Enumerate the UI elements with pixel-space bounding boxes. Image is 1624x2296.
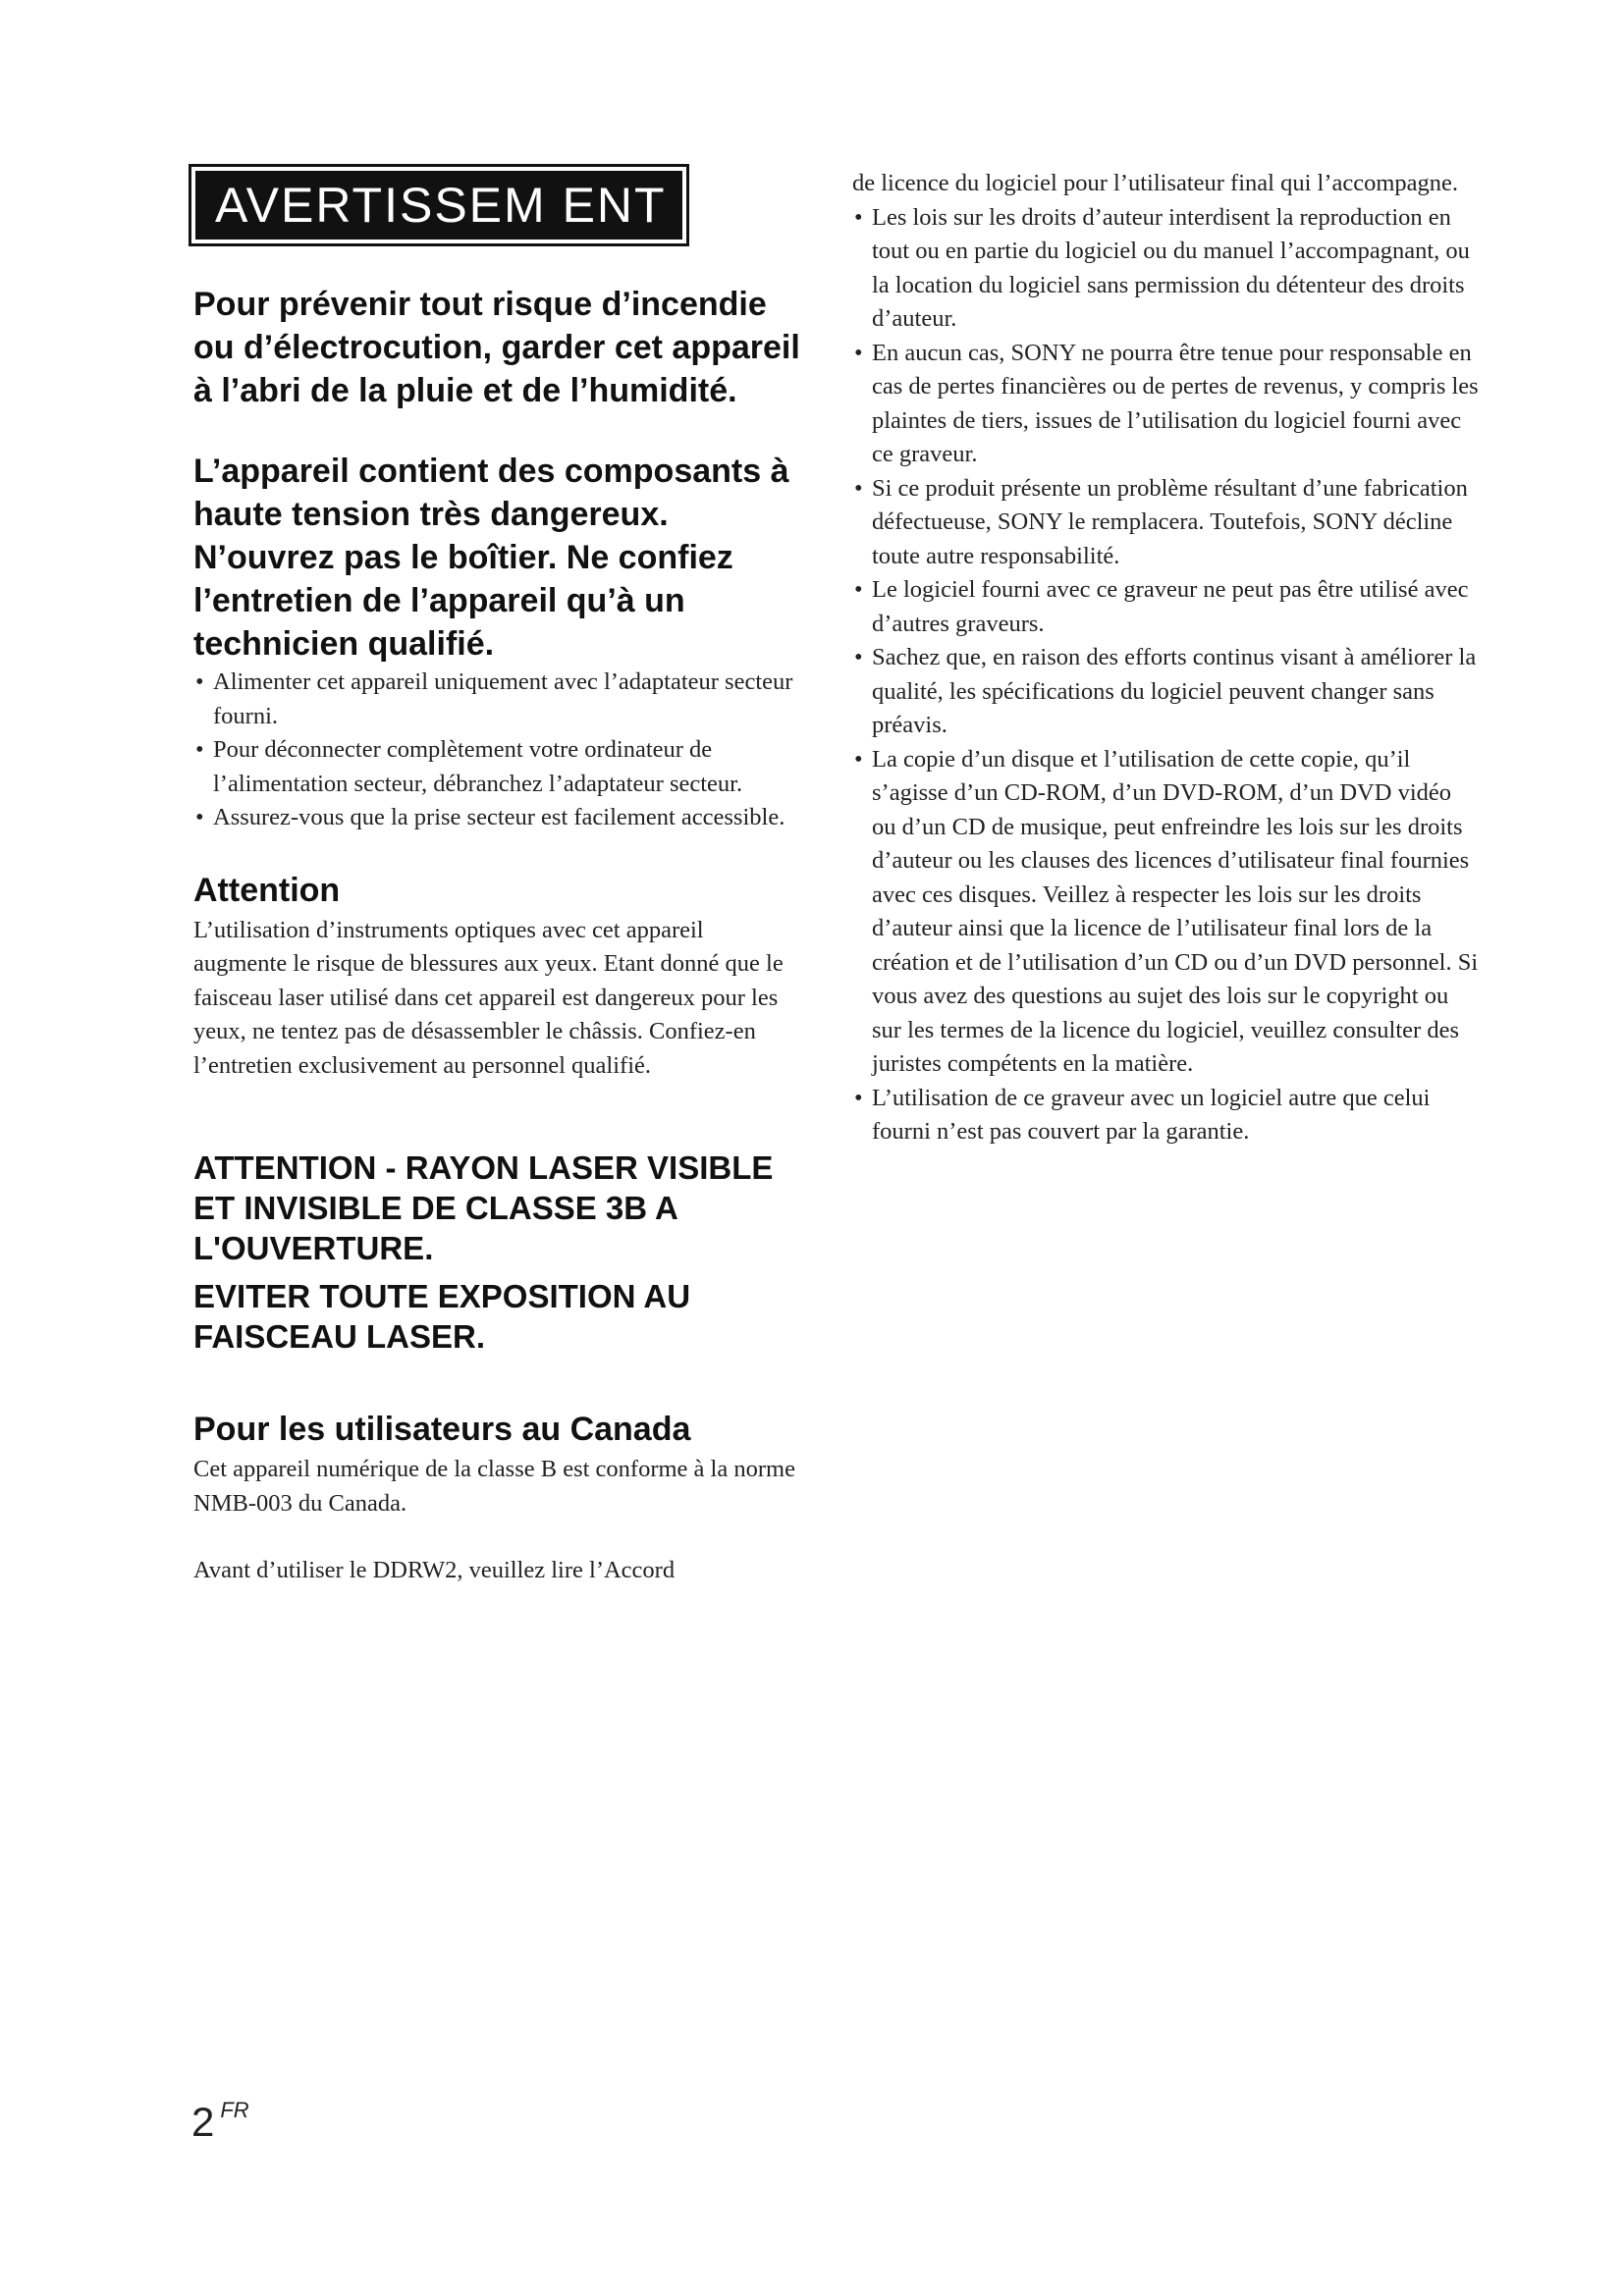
list-item: • En aucun cas, SONY ne pourra être tenue pour responsable en cas de pertes financières ou de pertes de revenus, y compris les plaintes de tiers, issues de l’utilisation du logiciel fourni avec ce graveur. xyxy=(852,337,1481,472)
page-number xyxy=(191,2099,249,2146)
list-item: • La copie d’un disque et l’utilisation de cette copie, qu’il s’agisse d’un CD-ROM, d’un DVD-ROM, d’un DVD vidéo ou d’un CD de musique, peut enfreindre les lois sur les droits d’auteur ou les clauses des licences d’utilisateur final fournies avec ces disques. Veillez à respecter les lois sur les droits d’auteur ainsi que la licence de l’utilisateur final lors de la création et de l’utilisation d’un CD ou d’un DVD personnel. Si vous avez des questions au sujet des lois sur le copyright ou sur les termes de la licence du logiciel, veuillez consulter des juristes compétents en la matière. xyxy=(852,743,1481,1082)
canada-heading: Pour les utilisateurs au Canada xyxy=(193,1411,691,1448)
laser-warning: ATTENTION - RAYON LASER VISIBLE ET INVISIBLE DE CLASSE 3B A L'OUVERTURE. xyxy=(193,1149,774,1266)
list-item: • Les lois sur les droits d’auteur interdisent la reproduction en tout ou en partie du logiciel ou du manuel l’accompagnant, ou la location du logiciel sans permission du détenteur des droits d’auteur. xyxy=(852,201,1481,337)
language-code: FR xyxy=(220,2098,249,2122)
warning-banner: AVERTISSEM ENT xyxy=(195,171,682,240)
right-column xyxy=(852,167,1481,1149)
fire-shock-warning: Pour prévenir tout risque d’incendie ou d’électrocution, garder cet appareil à l’abri de la pluie et de l’humidité. xyxy=(193,286,800,409)
list-item: • Si ce produit présente un problème résultant d’une fabrication défectueuse, SONY le remplacera. Toutefois, SONY décline toute autre responsabilité. xyxy=(852,472,1481,574)
list-item: • Sachez que, en raison des efforts continus visant à améliorer la qualité, les spécifications du logiciel peuvent changer sans préavis. xyxy=(852,641,1481,743)
list-item: • Le logiciel fourni avec ce graveur ne peut pas être utilisé avec d’autres graveurs. xyxy=(852,573,1481,641)
list-item: • Alimenter cet appareil uniquement avec l’adaptateur secteur fourni. xyxy=(193,666,802,733)
license-continuation: de licence du logiciel pour l’utilisateur final qui l’accompagne. xyxy=(852,170,1459,196)
canada-body: Cet appareil numérique de la classe B est conforme à la norme NMB-003 du Canada. xyxy=(193,1456,795,1517)
list-item: • Pour déconnecter complètement votre ordinateur de l’alimentation secteur, débranchez l’adaptateur secteur. xyxy=(193,733,802,801)
list-item: • Assurez-vous que la prise secteur est facilement accessible. xyxy=(193,801,802,835)
page-number-value: 2 xyxy=(191,2099,215,2145)
left-column xyxy=(193,167,802,1588)
attention-body: L’utilisation d’instruments optiques avec cet appareil augmente le risque de blessures aux yeux. Etant donné que le faisceau laser utilisé dans cet appareil est dangereux pour les yeux, ne tentez pas de désassembler le châssis. Confiez-en l’entretien exclusivement au personnel qualifié. xyxy=(193,916,784,1079)
list-item: • L’utilisation de ce graveur avec un logiciel autre que celui fourni n’est pas couvert par la garantie. xyxy=(852,1082,1481,1149)
attention-heading: Attention xyxy=(193,871,341,909)
license-bullets xyxy=(852,201,1481,1149)
power-bullets xyxy=(193,666,802,835)
license-intro: Avant d’utiliser le DDRW2, veuillez lire l’Accord xyxy=(193,1557,676,1583)
laser-exposure-warning: EVITER TOUTE EXPOSITION AU FAISCEAU LASER. xyxy=(193,1278,691,1355)
high-voltage-warning: L’appareil contient des composants à haute tension très dangereux. N’ouvrez pas le boîtier. Ne confiez l’entretien de l’appareil qu’à un technicien qualifié. xyxy=(193,453,789,663)
